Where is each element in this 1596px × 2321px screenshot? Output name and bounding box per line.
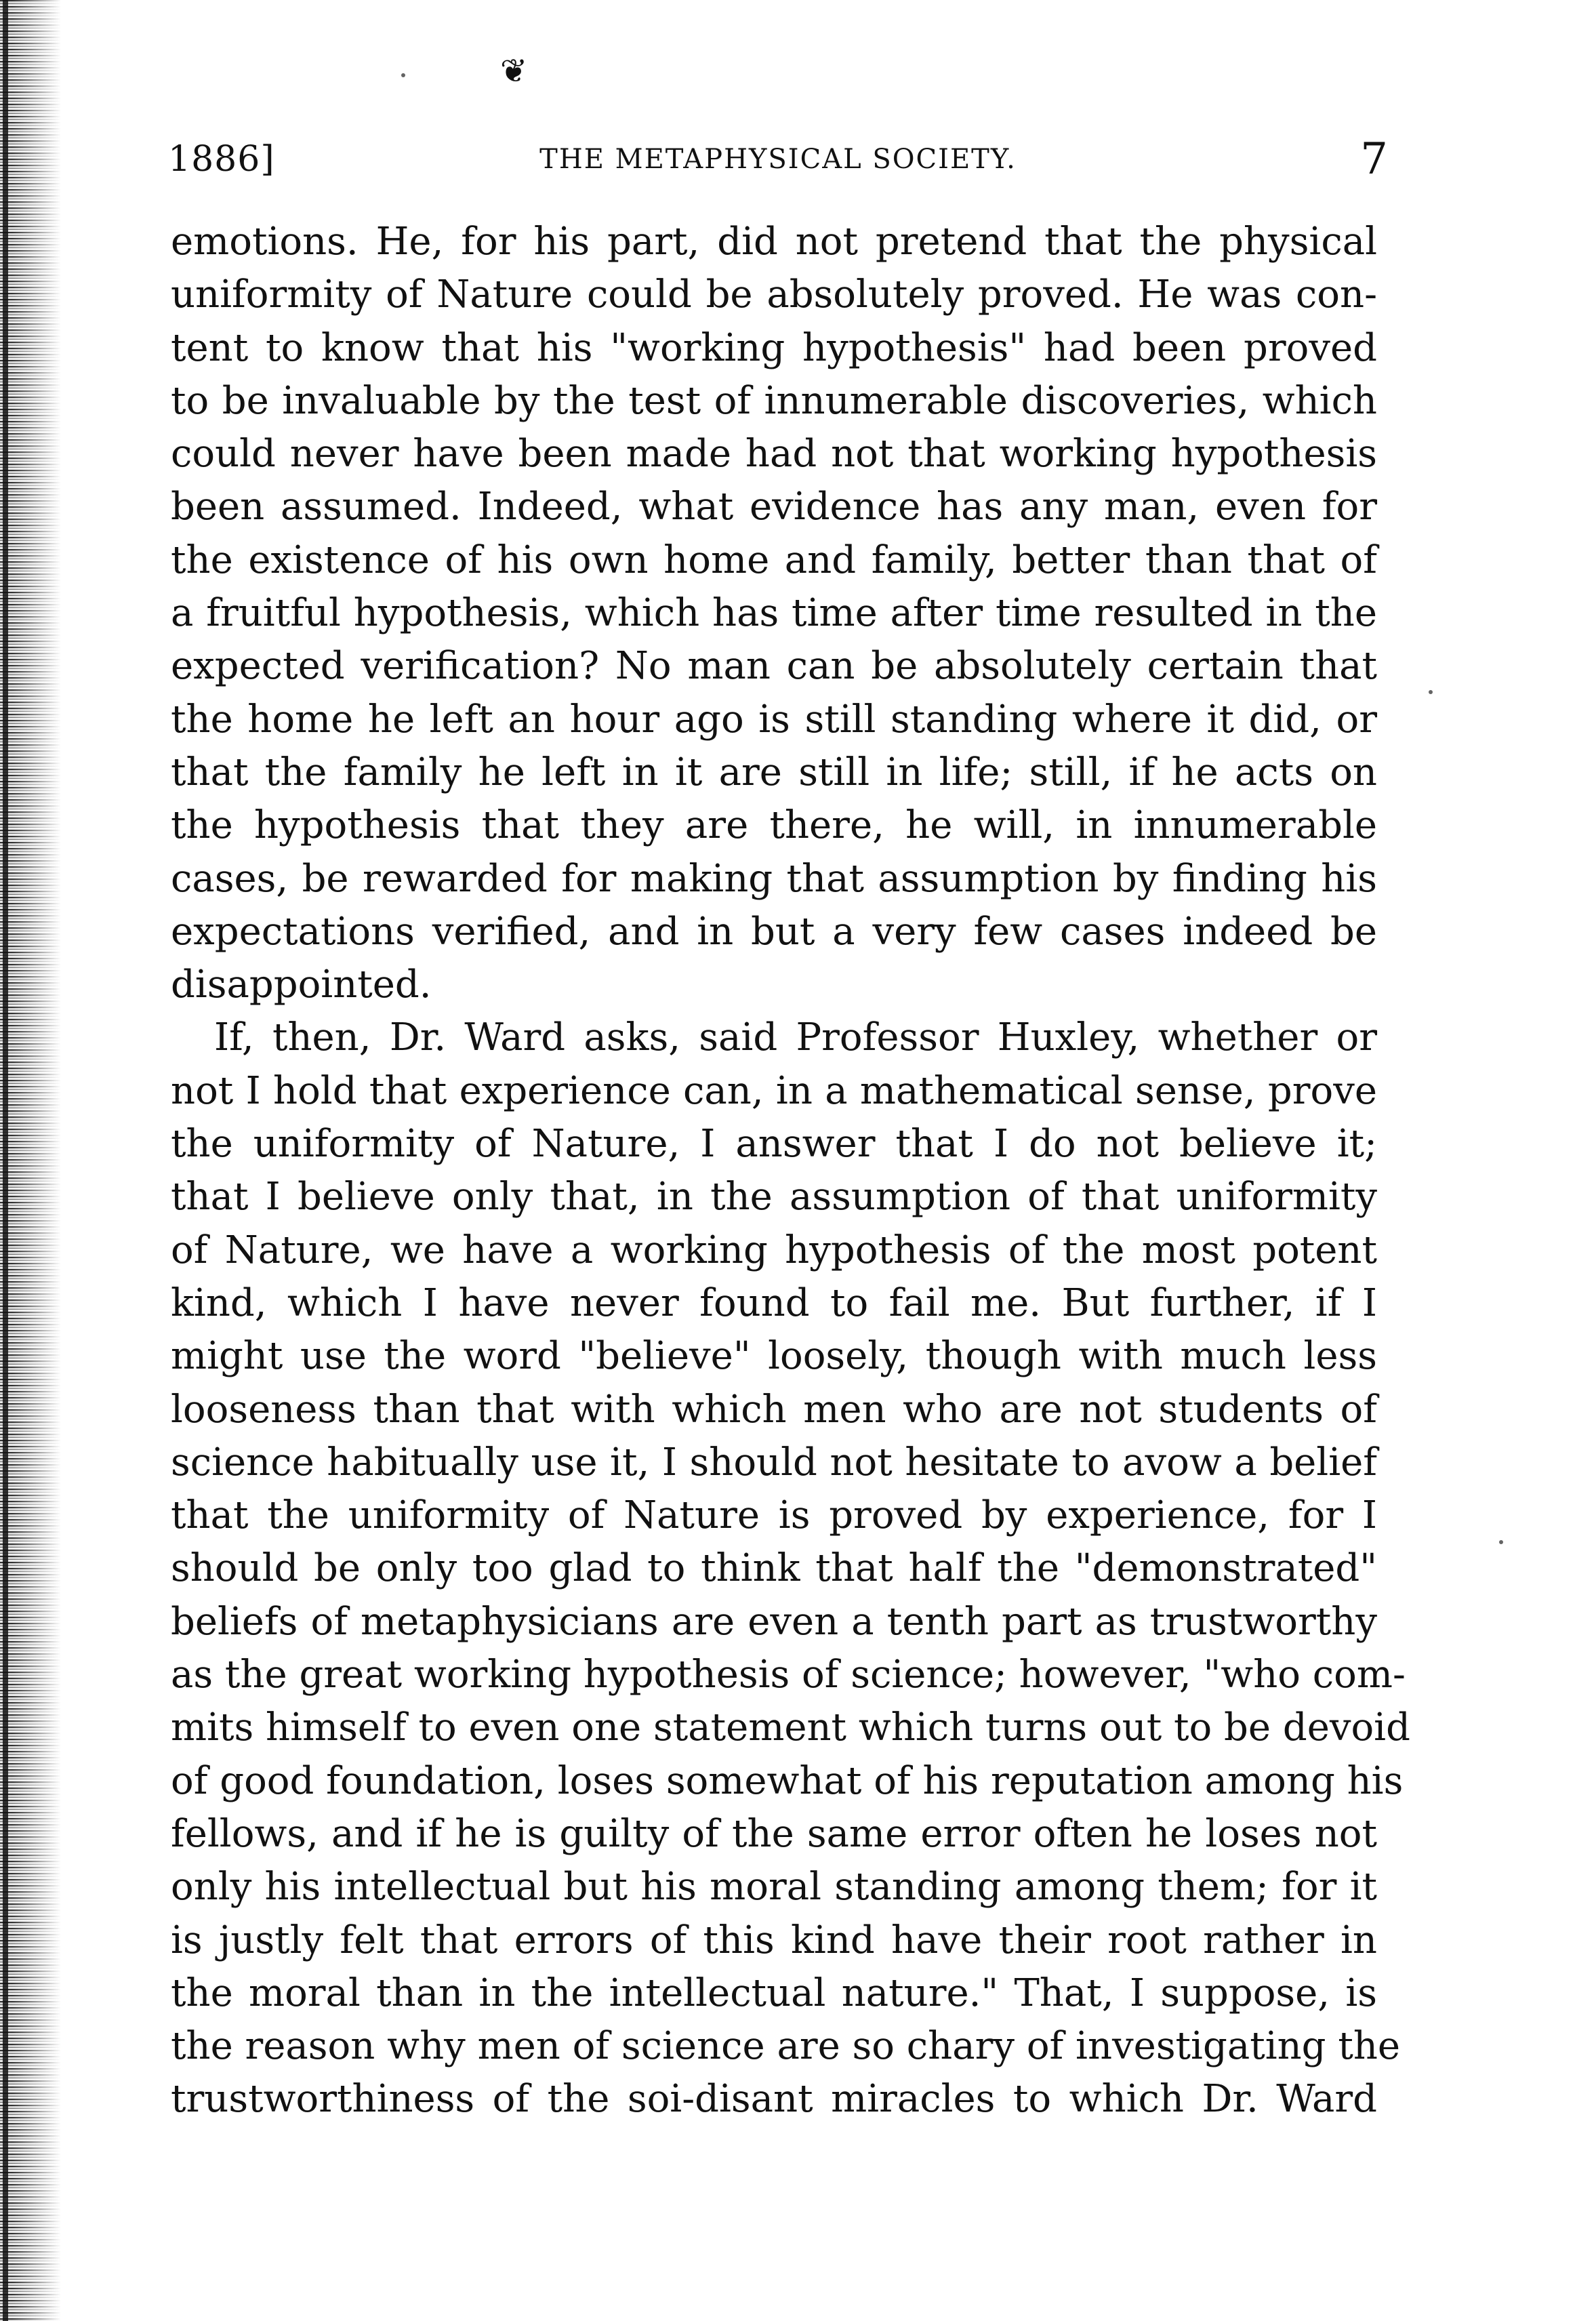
text-line: of good foundation, loses somewhat of his reputation among his — [171, 1758, 1404, 1803]
running-header — [168, 129, 1388, 190]
text-line: If, then, Dr. Ward asks, said Professor Huxley, whether or — [214, 1015, 1377, 1060]
text-line: looseness than that with which men who are not students of — [171, 1387, 1377, 1432]
text-line: should be only too glad to think that half the "demonstrated" — [171, 1546, 1377, 1591]
text-line: is justly felt that errors of this kind have their root rather in — [171, 1918, 1377, 1962]
text-line: expectations verified, and in but a very few cases indeed be — [171, 909, 1377, 954]
binding-line — [3, 0, 8, 2321]
text-line: a fruitful hypothesis, which has time after time resulted in the — [171, 591, 1377, 636]
text-line: the hypothesis that they are there, he will, in innumerable — [171, 803, 1377, 848]
text-line: fellows, and if he is guilty of the same error often he loses not — [171, 1811, 1377, 1856]
text-line: not I hold that experience can, in a mathematical sense, prove — [171, 1068, 1377, 1113]
text-line: the home he left an hour ago is still standing where it did, or — [171, 697, 1377, 742]
text-line: the moral than in the intellectual nature." That, I suppose, is — [171, 1971, 1377, 2015]
ornament-icon: ❦ — [500, 52, 528, 90]
text-line: that I believe only that, in the assumption of that uniformity — [171, 1175, 1377, 1219]
binding-edge — [0, 0, 61, 2321]
header-year: 1886] — [168, 139, 275, 180]
text-line: to be invaluable by the test of innumerable discoveries, which — [171, 378, 1377, 423]
header-title: THE METAPHYSICAL SOCIETY. — [539, 144, 1017, 175]
text-line: the reason why men of science are so chary of investigating the — [171, 2024, 1401, 2069]
text-line: the existence of his own home and family, better than that of — [171, 538, 1377, 582]
scan-speck — [1499, 1540, 1503, 1544]
text-line: as the great working hypothesis of science; however, "who com- — [171, 1653, 1406, 1697]
text-line: of Nature, we have a working hypothesis of the most potent — [171, 1228, 1377, 1272]
text-line: tent to know that his "working hypothesis" had been proved — [171, 325, 1377, 370]
text-line: trustworthiness of the soi-disant miracles to which Dr. Ward — [171, 2077, 1377, 2122]
text-line: only his intellectual but his moral standing among them; for it — [171, 1865, 1377, 1910]
text-line: that the family he left in it are still in life; still, if he acts on — [171, 750, 1377, 794]
text-line: could never have been made had not that working hypothesis — [171, 432, 1377, 477]
text-line: been assumed. Indeed, what evidence has any man, even for — [171, 485, 1377, 529]
text-line: science habitually use it, I should not hesitate to avow a belief — [171, 1440, 1377, 1485]
text-line: that the uniformity of Nature is proved by experience, for I — [171, 1493, 1377, 1538]
text-line: might use the word "believe" loosely, though with much less — [171, 1334, 1377, 1379]
text-line: kind, which I have never found to fail me. But further, if I — [171, 1280, 1377, 1325]
text-line: cases, be rewarded for making that assumption by finding his — [171, 856, 1377, 901]
scan-speck — [401, 73, 405, 77]
scan-speck — [1429, 690, 1433, 694]
text-line: emotions. He, for his part, did not pretend that the physical — [171, 220, 1377, 264]
text-line: mits himself to even one statement which turns out to be devoid — [171, 1706, 1410, 1750]
text-line: the uniformity of Nature, I answer that I do not believe it; — [171, 1122, 1377, 1167]
text-line: disappointed. — [171, 963, 432, 1007]
text-line: uniformity of Nature could be absolutely proved. He was con- — [171, 273, 1377, 317]
text-line: expected verification? No man can be absolutely certain that — [171, 644, 1377, 689]
body-text — [171, 216, 1410, 2126]
text-line: beliefs of metaphysicians are even a tenth part as trustworthy — [171, 1599, 1377, 1644]
page-number: 7 — [1360, 134, 1388, 184]
